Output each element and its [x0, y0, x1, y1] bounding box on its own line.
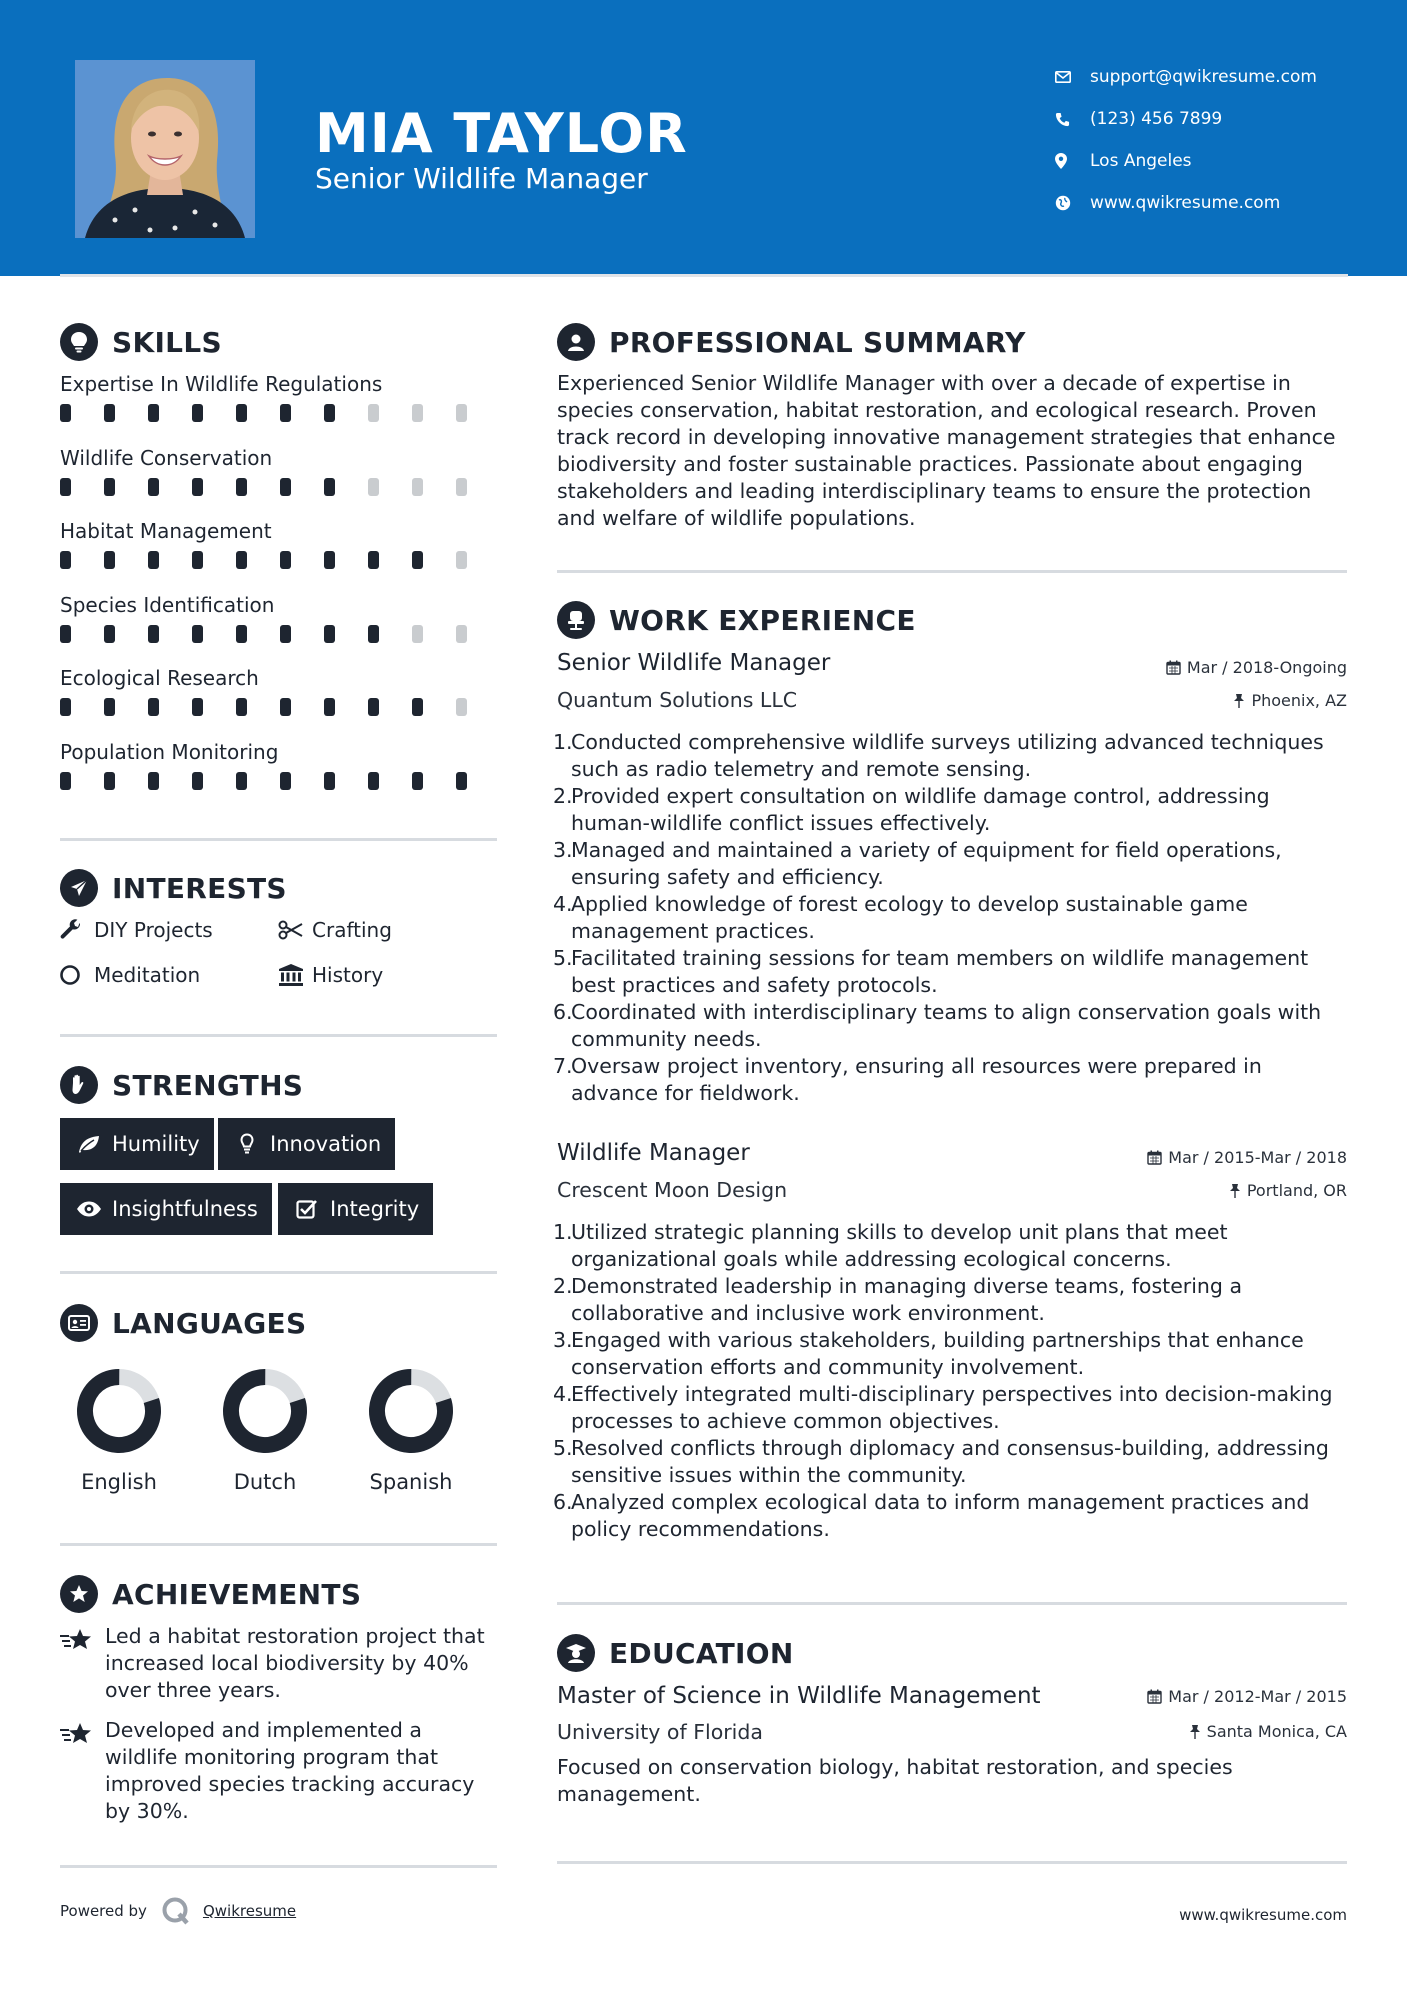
strengths-heading — [60, 1066, 303, 1104]
responsibility-item — [553, 1053, 1347, 1107]
rating-dot — [368, 404, 379, 422]
strengths-title: STRENGTHS — [112, 1068, 304, 1102]
language-label: Dutch — [233, 1470, 297, 1494]
item-number: 1. — [553, 730, 573, 754]
rating-dot — [456, 698, 467, 716]
globe-icon — [1055, 195, 1090, 211]
rating-dot — [148, 404, 159, 422]
rating-dot — [280, 772, 291, 790]
rating-dot — [192, 625, 203, 643]
interest-label: Meditation — [94, 963, 201, 987]
rating-dot — [236, 478, 247, 496]
rating-dot — [456, 625, 467, 643]
achievement-item — [60, 1717, 500, 1825]
responsibility-item — [553, 783, 1347, 837]
rating-dot — [324, 625, 335, 643]
item-number: 6. — [553, 1490, 573, 1514]
pushpin-icon — [1229, 1183, 1241, 1198]
job-location-text: Phoenix, AZ — [1251, 691, 1347, 710]
achievements-title: ACHIEVEMENTS — [112, 1577, 362, 1611]
responsibility-item — [553, 999, 1347, 1053]
skill-rating — [60, 404, 500, 422]
rating-dot — [148, 551, 159, 569]
job-dates-text: Mar / 2018-Ongoing — [1186, 658, 1347, 677]
skill-rating — [60, 698, 500, 716]
interests-heading — [60, 869, 287, 907]
rating-dot — [324, 551, 335, 569]
rating-dot — [324, 478, 335, 496]
language-level-ring — [220, 1366, 310, 1456]
checkbox-icon — [290, 1199, 324, 1219]
calendar-icon — [1147, 1150, 1162, 1165]
skill-item — [60, 589, 500, 663]
education-school: University of Florida — [557, 1720, 763, 1744]
rating-dot — [192, 698, 203, 716]
strength-tag-humility — [60, 1118, 214, 1170]
qwikresume-logo-icon — [161, 1896, 191, 1926]
rating-dot — [412, 625, 423, 643]
achievement-text: Led a habitat restoration project that increased local biodiversity by 40% over three years. — [105, 1624, 485, 1702]
rating-dot — [368, 478, 379, 496]
education-dates-text: Mar / 2012-Mar / 2015 — [1168, 1687, 1347, 1706]
skill-rating — [60, 551, 500, 569]
strength-tag-integrity — [278, 1183, 433, 1235]
rating-dot — [324, 772, 335, 790]
skill-name: Habitat Management — [60, 519, 272, 543]
rating-dot — [60, 404, 71, 422]
item-text: Facilitated training sessions for team members on wildlife management best practices and safety protocols. — [571, 946, 1309, 997]
rating-dot — [192, 478, 203, 496]
language-level-ring — [74, 1366, 164, 1456]
item-text: Utilized strategic planning skills to develop unit plans that meet organizational goals while addressing ecological concerns. — [571, 1220, 1228, 1271]
hand-icon — [60, 1066, 98, 1104]
rating-dot — [368, 625, 379, 643]
paper-plane-icon — [60, 869, 98, 907]
item-number: 4. — [553, 1382, 573, 1406]
pushpin-icon — [1233, 693, 1245, 708]
candidate-name: MIA TAYLOR — [315, 102, 688, 165]
contact-website[interactable] — [1055, 182, 1317, 224]
strength-tag-innovation — [218, 1118, 395, 1170]
skills-list — [60, 368, 500, 809]
item-number: 2. — [553, 784, 573, 808]
star-icon — [60, 1717, 105, 1825]
contact-email-text: support@qwikresume.com — [1090, 67, 1317, 87]
rating-dot — [236, 404, 247, 422]
interest-label: History — [312, 963, 384, 987]
user-icon — [557, 323, 595, 361]
wrench-icon — [60, 919, 94, 941]
responsibility-item — [553, 891, 1347, 945]
briefcase-chair-icon — [557, 601, 595, 639]
section-divider — [557, 570, 1347, 573]
education-heading — [557, 1634, 794, 1672]
item-number: 1. — [553, 1220, 573, 1244]
job-location-text: Portland, OR — [1246, 1181, 1347, 1200]
item-number: 3. — [553, 838, 573, 862]
contact-phone[interactable] — [1055, 98, 1317, 140]
responsibility-item — [553, 729, 1347, 783]
item-number: 5. — [553, 946, 573, 970]
skills-heading — [60, 323, 222, 361]
skill-item — [60, 442, 500, 516]
skill-name: Species Identification — [60, 592, 275, 617]
interests-title: INTERESTS — [112, 871, 287, 905]
map-pin-icon — [1055, 153, 1090, 169]
rating-dot — [192, 551, 203, 569]
skill-item — [60, 515, 500, 589]
contact-website-text: www.qwikresume.com — [1090, 193, 1281, 213]
item-text: Coordinated with interdisciplinary teams to align conservation goals with community needs. — [571, 1000, 1322, 1051]
envelope-icon — [1055, 71, 1090, 83]
interest-history — [278, 963, 383, 987]
rating-dot — [60, 625, 71, 643]
skill-item — [60, 736, 500, 810]
item-text: Analyzed complex ecological data to inform management practices and policy recommendations. — [571, 1490, 1310, 1541]
skill-name: Expertise In Wildlife Regulations — [60, 372, 383, 396]
summary-heading — [557, 323, 1026, 361]
responsibility-item — [553, 1489, 1347, 1543]
language-spanish — [338, 1366, 484, 1494]
item-text: Engaged with various stakeholders, building partnerships that enhance conservation efforts and community involvement. — [571, 1328, 1304, 1379]
skills-title: SKILLS — [112, 325, 222, 359]
interest-meditation — [60, 963, 200, 987]
ring-fill — [76, 1368, 162, 1454]
experience-title: WORK EXPERIENCE — [609, 603, 916, 637]
calendar-icon — [1166, 660, 1181, 675]
responsibility-item — [553, 1435, 1347, 1489]
skill-name: Wildlife Conservation — [60, 445, 273, 470]
ring-fill — [222, 1368, 308, 1454]
profile-photo — [75, 60, 255, 238]
education-location — [1189, 1722, 1347, 1741]
contact-location-text: Los Angeles — [1090, 151, 1192, 171]
rating-dot — [456, 772, 467, 790]
item-text: Managed and maintained a variety of equipment for field operations, ensuring safety and efficiency. — [571, 838, 1282, 889]
interest-label: Crafting — [312, 918, 392, 942]
footer-powered-by — [60, 1896, 296, 1926]
responsibility-item — [553, 1327, 1347, 1381]
language-dutch — [192, 1366, 338, 1494]
rating-dot — [456, 551, 467, 569]
skill-rating — [60, 625, 500, 643]
section-divider — [557, 1602, 1347, 1605]
rating-dot — [148, 698, 159, 716]
qwikresume-link[interactable]: Qwikresume — [202, 1902, 297, 1920]
rating-dot — [104, 404, 115, 422]
rating-dot — [412, 698, 423, 716]
item-text: Resolved conflicts through diplomacy and consensus-building, addressing sensitive issues within the community. — [571, 1436, 1329, 1487]
header-divider — [60, 274, 1348, 277]
lightbulb-icon — [230, 1133, 264, 1155]
language-english — [46, 1366, 192, 1494]
education-degree: Master of Science in Wildlife Management — [557, 1683, 1041, 1709]
strength-label: Integrity — [330, 1197, 420, 1221]
strength-label: Innovation — [270, 1132, 382, 1156]
responsibility-item — [553, 837, 1347, 891]
item-number: 5. — [553, 1436, 573, 1460]
scissors-icon — [278, 920, 312, 940]
rating-dot — [148, 478, 159, 496]
responsibility-item — [553, 1381, 1347, 1435]
header-banner — [0, 0, 1407, 276]
section-divider — [60, 1271, 497, 1274]
education-dates — [1147, 1687, 1347, 1706]
item-number: 4. — [553, 892, 573, 916]
rating-dot — [456, 404, 467, 422]
achievement-item — [60, 1623, 500, 1704]
skill-rating — [60, 772, 500, 790]
rating-dot — [368, 551, 379, 569]
achievements-heading — [60, 1575, 361, 1613]
rating-dot — [236, 772, 247, 790]
rating-dot — [192, 404, 203, 422]
pushpin-icon — [1189, 1724, 1201, 1739]
footer-website[interactable]: www.qwikresume.com — [1179, 1906, 1347, 1924]
contact-phone-text: (123) 456 7899 — [1090, 109, 1223, 129]
id-card-icon — [60, 1304, 98, 1342]
contact-email[interactable] — [1055, 56, 1317, 98]
rating-dot — [60, 551, 71, 569]
rating-dot — [456, 478, 467, 496]
rating-dot — [280, 625, 291, 643]
rating-dot — [280, 404, 291, 422]
skill-item — [60, 662, 500, 736]
summary-title: PROFESSIONAL SUMMARY — [609, 325, 1026, 359]
job-location — [1233, 691, 1347, 710]
item-text: Effectively integrated multi-disciplinary perspectives into decision-making processes to achieve common objectives. — [571, 1382, 1333, 1433]
rating-dot — [104, 772, 115, 790]
lightbulb-icon — [60, 323, 98, 361]
calendar-icon — [1147, 1689, 1162, 1704]
item-text: Provided expert consultation on wildlife damage control, addressing human-wildlife conflict issues effectively. — [571, 784, 1270, 835]
job-title: Wildlife Manager — [557, 1140, 750, 1166]
rating-dot — [280, 698, 291, 716]
skill-item — [60, 368, 500, 442]
circle-icon — [60, 964, 94, 986]
language-label: Spanish — [369, 1470, 453, 1494]
rating-dot — [148, 625, 159, 643]
rating-dot — [104, 625, 115, 643]
education-location-text: Santa Monica, CA — [1206, 1722, 1347, 1741]
item-text: Applied knowledge of forest ecology to develop sustainable game management practices. — [571, 892, 1248, 943]
job-title: Senior Wildlife Manager — [557, 650, 831, 676]
item-text: Demonstrated leadership in managing diverse teams, fostering a collaborative and inclusive work environment. — [571, 1274, 1243, 1325]
languages-title: LANGUAGES — [112, 1306, 307, 1340]
star-badge-icon — [60, 1575, 98, 1613]
star-icon — [60, 1623, 105, 1704]
candidate-role: Senior Wildlife Manager — [315, 162, 648, 195]
item-number: 2. — [553, 1274, 573, 1298]
skill-name: Ecological Research — [60, 666, 259, 690]
item-text: Oversaw project inventory, ensuring all resources were prepared in advance for fieldwork. — [571, 1054, 1262, 1105]
rating-dot — [104, 551, 115, 569]
skill-name: Population Monitoring — [60, 739, 279, 764]
job-company: Crescent Moon Design — [557, 1178, 788, 1202]
rating-dot — [236, 551, 247, 569]
achievement-text: Developed and implemented a wildlife monitoring program that improved species tracking accuracy by 30%. — [105, 1718, 475, 1823]
language-level-ring — [366, 1366, 456, 1456]
rating-dot — [368, 698, 379, 716]
item-text: Conducted comprehensive wildlife surveys utilizing advanced techniques such as radio telemetry and remote sensing. — [571, 730, 1324, 781]
section-divider — [60, 1034, 497, 1037]
museum-icon — [278, 964, 312, 986]
section-divider — [60, 838, 497, 841]
rating-dot — [280, 551, 291, 569]
rating-dot — [324, 404, 335, 422]
languages-heading — [60, 1304, 306, 1342]
contact-location — [1055, 140, 1317, 182]
job-responsibilities — [553, 729, 1347, 1107]
summary-text: Experienced Senior Wildlife Manager with over a decade of expertise in species conservation, habitat restoration, and ecological research. Proven track record in developing innovative management strategies that enhance biodiversity and foster sustainable practices. Passionate about engaging stakeholders and leading interdisciplinary teams to ensure the protection and welfare of wildlife populations. — [557, 371, 1336, 530]
powered-by-label: Powered by — [60, 1902, 147, 1920]
item-number: 7. — [553, 1054, 573, 1078]
item-number: 3. — [553, 1328, 573, 1352]
job-dates-text: Mar / 2015-Mar / 2018 — [1168, 1148, 1347, 1167]
rating-dot — [60, 698, 71, 716]
job-responsibilities — [553, 1219, 1347, 1543]
strength-label: Humility — [112, 1132, 200, 1156]
leaf-icon — [72, 1134, 106, 1154]
strength-tag-insightfulness — [60, 1183, 272, 1235]
rating-dot — [324, 698, 335, 716]
section-divider — [60, 1543, 497, 1546]
section-divider — [60, 1865, 497, 1868]
strength-label: Insightfulness — [112, 1197, 258, 1221]
education-title: EDUCATION — [609, 1636, 794, 1670]
ring-fill — [368, 1368, 454, 1454]
item-number: 6. — [553, 1000, 573, 1024]
experience-heading — [557, 601, 916, 639]
contact-list — [1055, 56, 1317, 224]
phone-icon — [1055, 112, 1090, 127]
interest-label: DIY Projects — [94, 918, 213, 942]
skill-rating — [60, 478, 500, 496]
eye-icon — [72, 1201, 106, 1217]
rating-dot — [192, 772, 203, 790]
rating-dot — [236, 625, 247, 643]
rating-dot — [412, 478, 423, 496]
job-dates — [1166, 658, 1347, 677]
rating-dot — [60, 478, 71, 496]
rating-dot — [412, 551, 423, 569]
rating-dot — [412, 404, 423, 422]
interest-diy-projects — [60, 918, 213, 942]
section-divider — [557, 1861, 1347, 1864]
responsibility-item — [553, 1273, 1347, 1327]
job-location — [1229, 1181, 1347, 1200]
education-description: Focused on conservation biology, habitat restoration, and species management. — [557, 1755, 1233, 1806]
language-label: English — [81, 1470, 157, 1494]
graduate-icon — [557, 1634, 595, 1672]
rating-dot — [148, 772, 159, 790]
rating-dot — [368, 772, 379, 790]
rating-dot — [104, 478, 115, 496]
rating-dot — [412, 772, 423, 790]
job-dates — [1147, 1148, 1347, 1167]
rating-dot — [236, 698, 247, 716]
interest-crafting — [278, 918, 392, 942]
rating-dot — [60, 772, 71, 790]
responsibility-item — [553, 1219, 1347, 1273]
rating-dot — [280, 478, 291, 496]
job-company: Quantum Solutions LLC — [557, 688, 798, 712]
responsibility-item — [553, 945, 1347, 999]
rating-dot — [104, 698, 115, 716]
